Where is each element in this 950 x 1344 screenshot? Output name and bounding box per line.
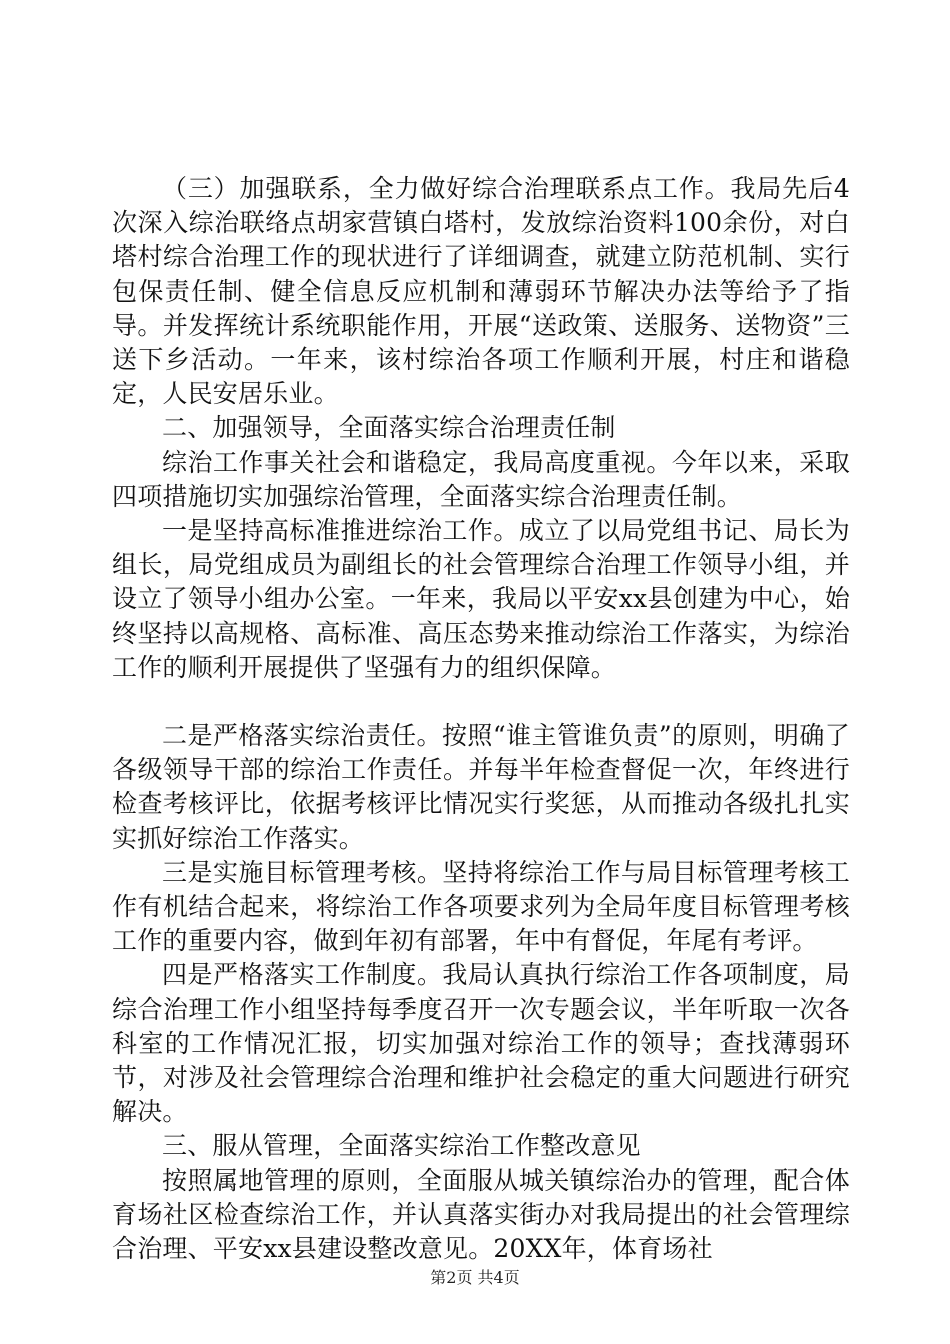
paragraph-measure-three: 三是实施目标管理考核。坚持将综治工作与局目标管理考核工作有机结合起来，将综治工作各项要求列为全局年度目标管理考核工作的重要内容，做到年初有部署，年中有督促，年尾有考评。 (112, 857, 850, 956)
paragraph-measure-four: 四是严格落实工作制度。我局认真执行综治工作各项制度，局综合治理工作小组坚持每季度召开一次专题会议，半年听取一次各科室的工作情况汇报，切实加强对综治工作的领导；查找薄弱环节，对涉及社会管理综合治理和维护社会稳定的重大问题进行研究解决。 (112, 960, 850, 1127)
paragraph-four-measures: 综治工作事关社会和谐稳定，我局高度重视。今年以来，采取四项措施切实加强综治管理，全面落实综合治理责任制。 (112, 447, 850, 511)
paragraph-territorial-management: 按照属地管理的原则，全面服从城关镇综治办的管理，配合体育场社区检查综治工作，并认真落实街办对我局提出的社会管理综合治理、平安xx县建设整改意见。20XX年，体育场社 (112, 1165, 850, 1264)
paragraph-measure-two: 二是严格落实综治责任。按照“谁主管谁负责”的原则，明确了各级领导干部的综治工作责任。并每半年检查督促一次，年终进行检查考核评比，依据考核评比情况实行奖惩，从而推动各级扎扎实实抓好综治工作落实。 (112, 721, 850, 853)
page-number-footer: 第2页 共4页 (430, 1268, 520, 1287)
document-body (112, 172, 850, 1266)
paragraph-contact-point-work: （三）加强联系，全力做好综合治理联系点工作。我局先后4次深入综治联络点胡家营镇白塔村，发放综治资料100余份，对白塔村综合治理工作的现状进行了详细调查，就建立防范机制、实行包保责任制、健全信息反应机制和薄弱环节解决办法等给予了指导。并发挥统计系统职能作用，开展“送政策、送服务、送物资”三送下乡活动。一年来，该村综治各项工作顺利开展，村庄和谐稳定，人民安居乐业。 (112, 174, 850, 409)
paragraph-measure-one: 一是坚持高标准推进综治工作。成立了以局党组书记、局长为组长，局党组成员为副组长的社会管理综合治理工作领导小组，并设立了领导小组办公室。一年来，我局以平安xx县创建为中心，始终坚持以高规格、高标准、高压态势来推动综治工作落实，为综治工作的顺利开展提供了坚强有力的组织保障。 (112, 516, 850, 682)
section-heading-leadership: 二、加强领导，全面落实综合治理责任制 (162, 413, 616, 443)
section-heading-management: 三、服从管理，全面落实综治工作整改意见 (162, 1131, 641, 1161)
